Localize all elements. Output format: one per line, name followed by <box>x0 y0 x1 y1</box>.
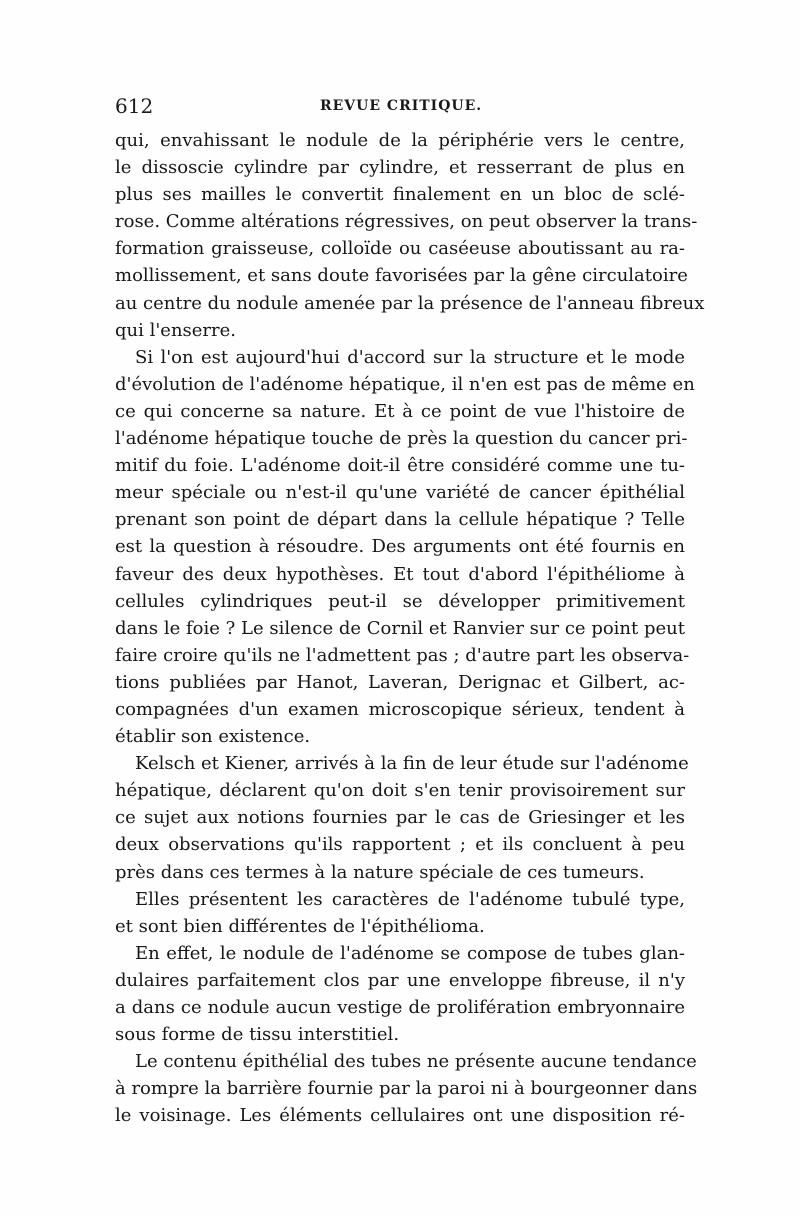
text-line: au centre du nodule amenée par la présence de l'anneau fibreux <box>115 292 705 314</box>
text-line: deux observations qu'ils rapportent ; et ils concluent à peu <box>115 834 685 856</box>
text-line: mitif du foie. L'adénome doit-il être considéré comme une tu- <box>115 455 685 477</box>
text-line: à rompre la barrière fournie par la paroi ni à bourgeonner dans <box>115 1078 698 1100</box>
text-line: établir son existence. <box>115 726 311 748</box>
text-line: Si l'on est aujourd'hui d'accord sur la structure et le mode <box>135 346 685 368</box>
text-line: faveur des deux hypothèses. Et tout d'abord l'épithéliome à <box>115 563 685 585</box>
page-number: 612 <box>115 94 154 118</box>
text-line: qui, envahissant le nodule de la périphérie vers le centre, <box>115 130 685 151</box>
text-line: meur spéciale ou n'est-il qu'une variété de cancer épithélial <box>115 482 685 504</box>
text-line: plus ses mailles le convertit finalement en un bloc de sclé- <box>115 184 685 206</box>
page-header <box>115 94 685 120</box>
text-line: l'adénome hépatique touche de près la question du cancer pri- <box>115 428 688 450</box>
text-line: d'évolution de l'adénome hépatique, il n'en est pas de même en <box>115 373 695 395</box>
text-line: hépatique, déclarent qu'on doit s'en tenir provisoirement sur <box>115 780 685 802</box>
text-line: Le contenu épithélial des tubes ne présente aucune tendance <box>135 1051 697 1073</box>
text-line: le dissoscie cylindre par cylindre, et resserrant de plus en <box>115 157 685 179</box>
text-line: tions publiées par Hanot, Laveran, Derignac et Gilbert, ac- <box>115 671 685 693</box>
text-line: et sont bien différentes de l'épithélioma. <box>115 915 485 937</box>
text-line: dulaires parfaitement clos par une enveloppe fibreuse, il n'y <box>115 969 685 991</box>
text-line: faire croire qu'ils ne l'admettent pas ; d'autre part les observa- <box>115 644 690 666</box>
text-line: mollissement, et sans doute favorisées par la gêne circulatoire <box>115 265 688 287</box>
text-line: ce qui concerne sa nature. Et à ce point de vue l'histoire de <box>115 400 685 422</box>
text-line: qui l'enserre. <box>115 319 237 341</box>
text-line: près dans ces termes à la nature spéciale de ces tumeurs. <box>115 861 645 883</box>
text-line: prenant son point de départ dans la cellule hépatique ? Telle <box>115 509 685 531</box>
body-text <box>115 127 705 1129</box>
text-line: En effet, le nodule de l'adénome se compose de tubes glan- <box>135 942 685 964</box>
text-line: a dans ce nodule aucun vestige de prolifération embryonnaire <box>115 997 685 1018</box>
text-line: ce sujet aux notions fournies par le cas de Griesinger et les <box>115 807 685 829</box>
text-line: le voisinage. Les éléments cellulaires ont une disposition ré- <box>115 1105 685 1127</box>
text-line: Elles présentent les caractères de l'adénome tubulé type, <box>135 888 685 910</box>
text-line: sous forme de tissu interstitiel. <box>115 1024 400 1046</box>
text-line: dans le foie ? Le silence de Cornil et Ranvier sur ce point peut <box>115 617 685 639</box>
text-line: compagnées d'un examen microscopique sérieux, tendent à <box>115 698 685 720</box>
text-line: formation graisseuse, colloïde ou caséeuse aboutissant au ra- <box>115 238 685 260</box>
running-head: REVUE CRITIQUE. <box>320 98 483 114</box>
text-line: Kelsch et Kiener, arrivés à la fin de leur étude sur l'adénome <box>135 753 689 775</box>
text-line: cellules cylindriques peut-il se développer primitivement <box>115 590 685 612</box>
text-line: est la question à résoudre. Des arguments ont été fournis en <box>115 536 685 558</box>
text-line: rose. Comme altérations régressives, on peut observer la trans- <box>115 211 698 233</box>
